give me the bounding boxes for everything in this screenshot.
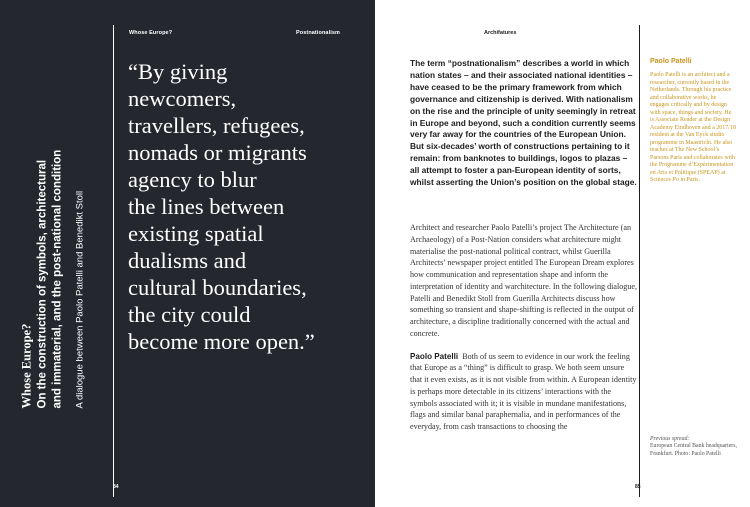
article-title: Whose Europe? (19, 323, 34, 409)
article-subtitle-line1: On the construction of symbols, architectural (36, 159, 49, 409)
pull-quote-line: existing spatial (128, 221, 264, 246)
left-divider-rule (113, 25, 114, 497)
caption-text: European Central Bank headquarters, Frankfurt. Photo: Paolo Patelli (650, 443, 737, 457)
pull-quote-line: nomads or migrants (128, 140, 307, 165)
vertical-title-rotated (20, 119, 105, 409)
dialogue-text: Both of us seem to evidence in our work the feeling that Europe as a “thing” is difficult to grasp. We both seem unsure that it even exists, as it is not visible from within. A European identity is perhaps more detectable in its citizens’ interactions with the symbols associated with it; it is visible in mundane manifestations, flags and similar banal paraphernalia, and in performances of the everyday, from cash transactions to choosing the (410, 351, 637, 431)
right-page (375, 0, 750, 507)
body-text (410, 222, 638, 444)
pull-quote (128, 58, 368, 355)
pull-quote-line: the city could (128, 302, 251, 327)
caption-label: Previous spread: (650, 436, 690, 442)
body-paragraph-dialogue (410, 351, 638, 433)
vertical-title-block (20, 118, 105, 408)
running-head-topic: Postnationalism (296, 30, 340, 36)
body-paragraph: Architect and researcher Paolo Patelli’s project The Architecture (an Archaeology) of a Post-Nation considers what architecture might materialise the post-national political contract, whilst Guerilla Architects’ newspaper project entitled The European Dream explores how communication and representation shape and inform the interpretation of identity and warchitecture. In the following dialogue, Patelli and Benedikt Stoll from Guerilla Architects discuss how something so transient and shape-shifting is reflected in the output of architecture, a discipline traditionally concerned with the actual and concrete. (410, 223, 638, 338)
right-divider-rule (639, 25, 640, 497)
pull-quote-line: cultural boundaries, (128, 275, 307, 300)
pull-quote-line: agency to blur (128, 167, 257, 192)
running-head-right: Archifatures (484, 30, 517, 36)
pull-quote-line: travellers, refugees, (128, 113, 305, 138)
article-byline: A dialogue between Paolo Patelli and Benedikt Stoll (74, 190, 86, 409)
sidebar-name: Paolo Patelli (650, 58, 692, 65)
pull-quote-line: “By giving (128, 59, 228, 84)
photo-caption (650, 436, 738, 458)
speaker-name: Paolo Patelli (410, 351, 459, 361)
intro-paragraph: The term “postnationalism” describes a world in which nation states – and their associated national identities – have ceased to be the primary framework from which governance and citizenship is derived. With nationalism on the rise and the principle of unity seemingly in retreat in Europe and beyond, such a condition currently seems very far away for the countries of the European Union. But six-decades’ worth of constructions pertaining to it remain: from banknotes to buildings, logos to plazas – all attempt to foster a pan-European identity of sorts, whilst asserting the Union’s position on the global stage. (410, 58, 637, 188)
article-subtitle-line2: and immaterial, and the post-national condition (51, 149, 64, 409)
page-number-left: 84 (113, 484, 119, 490)
pull-quote-line: the lines between (128, 194, 285, 219)
running-head-section: Whose Europe? (129, 30, 173, 36)
pull-quote-line: become more open.” (128, 329, 315, 354)
page-number-right: 85 (635, 484, 641, 490)
pull-quote-line: newcomers, (128, 86, 237, 111)
sidebar-bio: Paolo Patelli is an architect and a researcher, currently based in the Netherlands. Through his practice and collaborative works, he engages critically and by design with space, things and society. He is Associate Reader at the Design Academy Eindhoven and a 2017/18 resident at the Van Eyck studio programme in Maastricht. He also teaches at The New School’s Parsons Paris and collaborates with the Programme d’Expérimentation en Arts et Politique (SPEAP) at Sciences Po in Paris. (650, 72, 736, 183)
pull-quote-line: dualisms and (128, 248, 247, 273)
